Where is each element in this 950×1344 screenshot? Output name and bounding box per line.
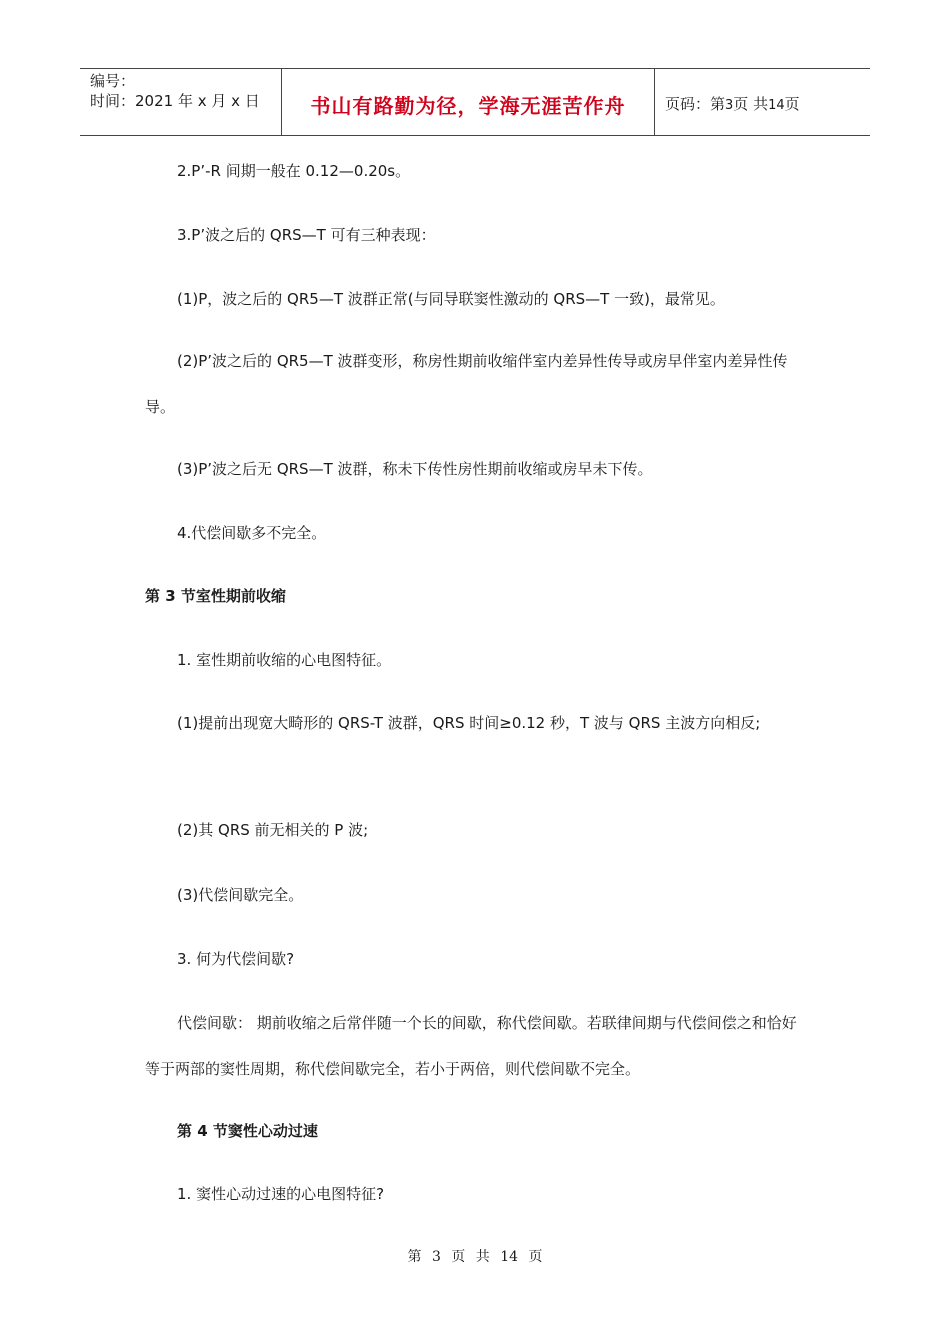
page-total: 14 <box>768 98 785 113</box>
section-heading-ventricular: 第 3 节室性期前收缩 <box>145 587 286 605</box>
document-number-label: 编号： <box>90 72 136 90</box>
header-meta <box>90 71 260 111</box>
paragraph-ventricular-1: (1)提前出现宽大畸形的 QRS-T 波群，QRS 时间≥0.12 秒，T 波与 QRS 主波方向相反; <box>177 714 761 732</box>
paragraph-question-compensatory: 3. 何为代偿间歇? <box>177 950 295 968</box>
section-heading-sinus-tachycardia: 第 4 节窦性心动过速 <box>177 1122 318 1140</box>
paragraph-pr-interval: 2.P’-R 间期一般在 0.12—0.20s。 <box>177 162 411 180</box>
page-mid: 页 共 <box>733 95 769 113</box>
paragraph-compensatory-definition: 代偿间歇： 期前收缩之后常伴随一个长的间歇，称代偿间歇。若联律间期与代偿间偿之和恰好等于两部的窦性周期，称代偿间歇完全，若小于两倍，则代偿间歇不完全。 <box>145 1014 797 1078</box>
document-time-label: 时间：2021 年 x 月 x 日 <box>90 92 260 110</box>
paragraph-form-1: (1)P，波之后的 QR5—T 波群正常(与同导联窦性激动的 QRS—T 一致)，最常见。 <box>177 290 725 308</box>
paragraph-compensatory-incomplete: 4.代偿间歇多不完全。 <box>177 524 327 542</box>
paragraph-form-3: (3)P’波之后无 QRS—T 波群，称未下传性房性期前收缩或房早未下传。 <box>177 460 653 478</box>
page-suffix: 页 <box>784 95 800 113</box>
header-motto: 书山有路勤为径，学海无涯苦作舟 <box>310 94 626 118</box>
page-footer: 第 3 页 共 14 页 <box>407 1249 543 1265</box>
paragraph-form-2: (2)P’波之后的 QR5—T 波群变形，称房性期前收缩伴室内差异性传导或房早伴室内差异性传导。 <box>145 352 788 416</box>
header-page-indicator <box>665 93 800 114</box>
paragraph-ventricular-2: (2)其 QRS 前无相关的 P 波; <box>177 821 369 839</box>
header-divider-right <box>654 69 655 135</box>
paragraph-sinus-tachy-ecg: 1. 窦性心动过速的心电图特征? <box>177 1185 385 1203</box>
page-current: 3 <box>725 98 734 113</box>
paragraph-qrs-three-forms: 3.P’波之后的 QRS—T 可有三种表现： <box>177 226 436 244</box>
paragraph-ventricular-3: (3)代偿间歇完全。 <box>177 886 304 904</box>
page-prefix: 页码：第 <box>665 95 726 113</box>
page-header <box>80 68 870 136</box>
paragraph-ventricular-ecg: 1. 室性期前收缩的心电图特征。 <box>177 651 392 669</box>
